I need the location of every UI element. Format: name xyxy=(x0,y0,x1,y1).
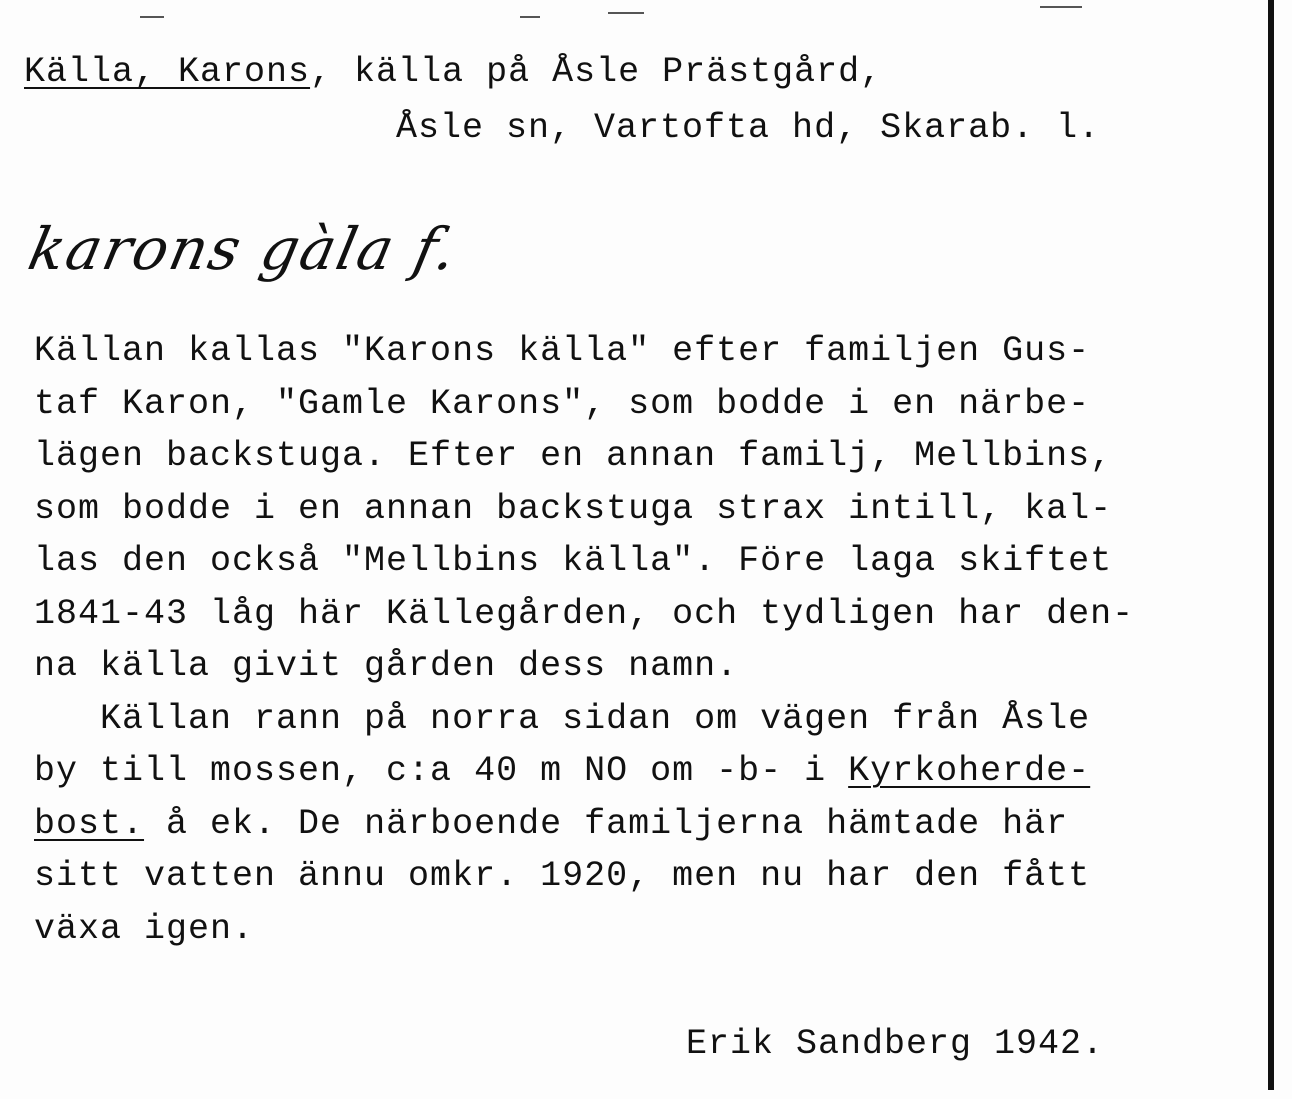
body-line: Källan rann på norra sidan om vägen från Åsle xyxy=(34,698,1091,739)
body-line: som bodde i en annan backstuga strax intill, kal- xyxy=(34,488,1113,529)
header-location: , källa på Åsle Prästgård, xyxy=(310,52,883,92)
body-line: 1841-43 låg här Källegården, och tydligen har den- xyxy=(34,593,1135,634)
handwritten-pronunciation: karons gàla f. xyxy=(22,215,465,283)
body-line: taf Karon, "Gamle Karons", som bodde i en närbe- xyxy=(34,383,1091,424)
signature: Erik Sandberg 1942. xyxy=(686,1024,1105,1064)
header-line-1 xyxy=(24,52,882,92)
body-text xyxy=(34,325,1264,955)
place-name-underlined: Kyrkoherde- xyxy=(848,751,1091,791)
scan-speck xyxy=(140,16,164,18)
body-line: lägen backstuga. Efter en annan familj, Mellbins, xyxy=(34,436,1113,476)
card-title: Källa, Karons xyxy=(24,52,311,92)
scan-speck xyxy=(1040,6,1082,8)
header-line-2: Åsle sn, Vartofta hd, Skarab. l. xyxy=(396,108,1101,148)
body-line xyxy=(34,745,1264,798)
body-line: Källan kallas "Karons källa" efter familjen Gus- xyxy=(34,331,1091,371)
body-text-segment: å ek. De närboende familjerna hämtade här xyxy=(144,803,1069,844)
body-line: na källa givit gården dess namn. xyxy=(34,646,739,686)
body-line: växa igen. xyxy=(34,908,255,949)
scan-speck xyxy=(520,16,540,18)
card-edge xyxy=(1268,0,1274,1090)
body-line xyxy=(34,798,1264,851)
body-text-segment: by till mossen, c:a 40 m NO om -b- i xyxy=(34,751,849,791)
place-name-underlined: bost. xyxy=(34,803,145,844)
scan-speck xyxy=(608,12,644,14)
body-line: las den också "Mellbins källa". Före laga skiftet xyxy=(34,541,1113,581)
body-line: sitt vatten ännu omkr. 1920, men nu har den fått xyxy=(34,856,1091,896)
